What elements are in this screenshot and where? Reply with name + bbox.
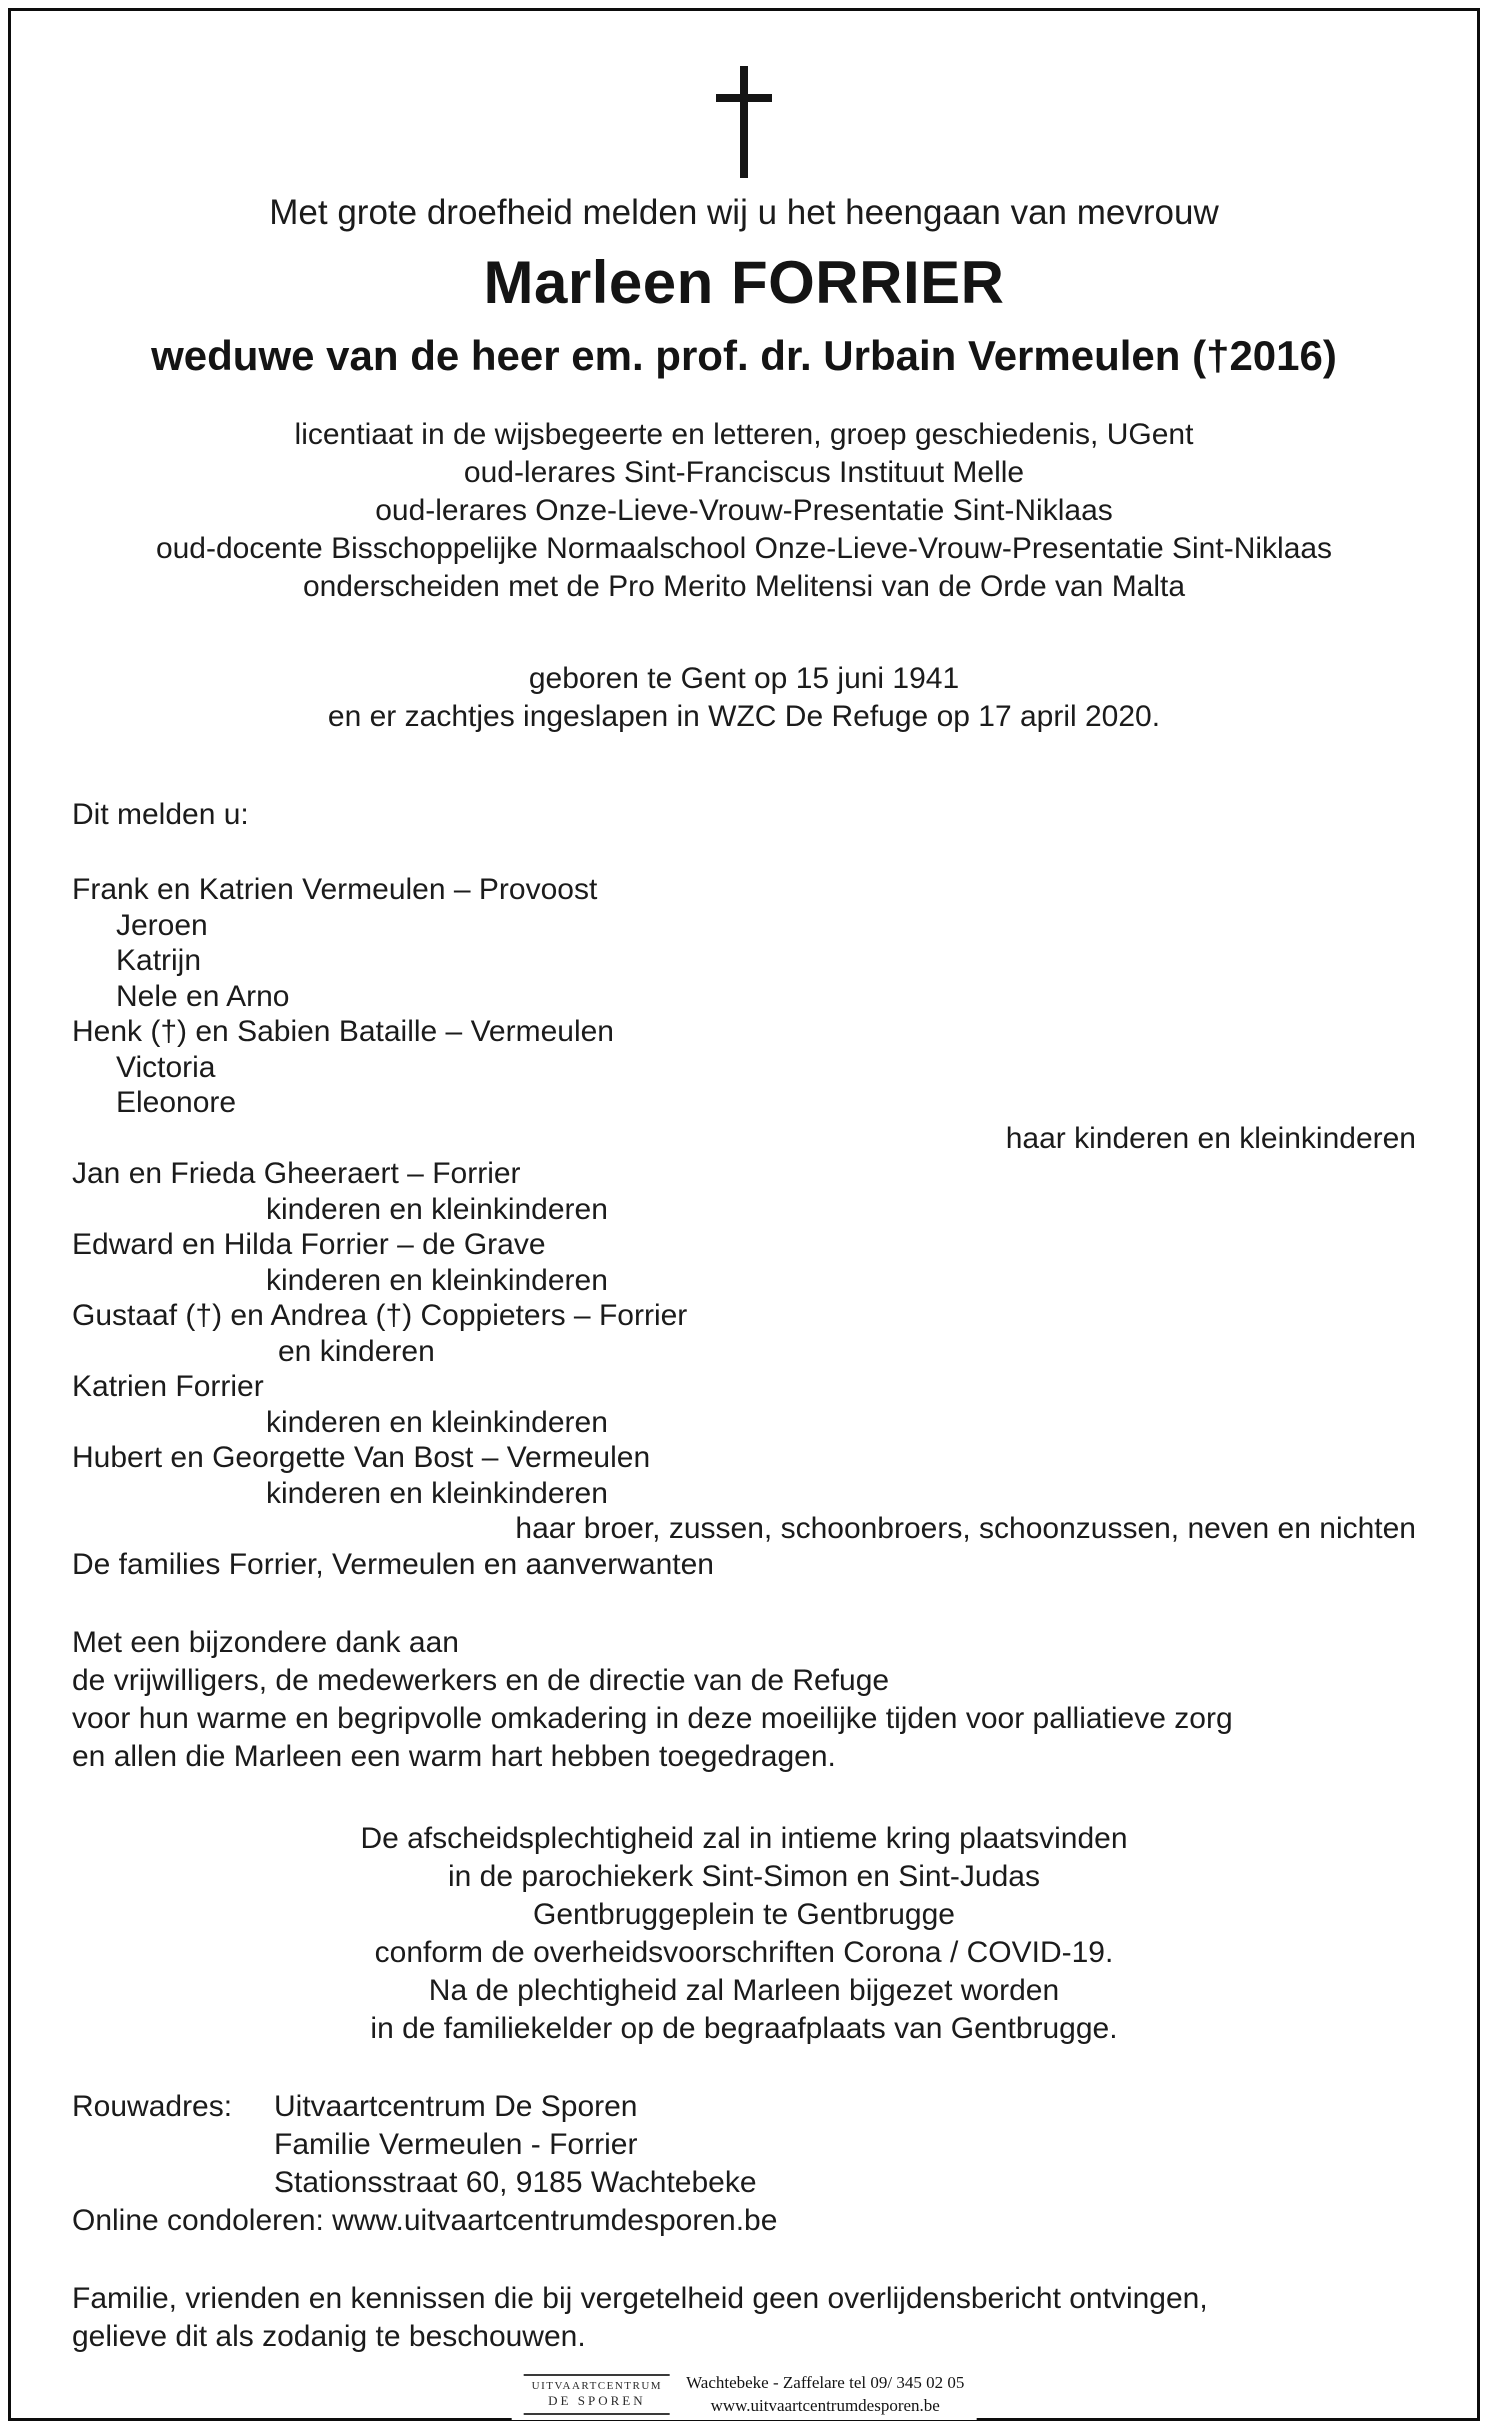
- family-list: [72, 872, 1416, 1582]
- family-line: kinderen en kleinkinderen: [266, 1405, 608, 1439]
- logo-text-top: UITVAARTCENTRUM: [531, 2379, 663, 2392]
- ceremony-line: in de familiekelder op de begraafplaats van Gentbrugge.: [370, 2012, 1118, 2045]
- ceremony-line: De afscheidsplechtigheid zal in intieme kring plaatsvinden: [360, 1822, 1128, 1855]
- mourning-address-block: [72, 2088, 1416, 2240]
- title-line: oud-lerares Sint-Franciscus Instituut Melle: [463, 456, 1025, 489]
- family-line: en kinderen: [278, 1334, 435, 1368]
- family-line: kinderen en kleinkinderen: [266, 1192, 608, 1226]
- widow-line: weduwe van de heer em. prof. dr. Urbain Vermeulen (†2016): [151, 332, 1337, 379]
- deceased-name: Marleen FORRIER: [483, 249, 1005, 316]
- memorial-cross-wrap: [72, 66, 1416, 178]
- note-line: gelieve dit als zodanig te beschouwen.: [72, 2320, 586, 2353]
- title-line: onderscheiden met de Pro Merito Melitensi van de Orde van Malta: [302, 570, 1186, 603]
- thanks-line: voor hun warme en begripvolle omkadering in deze moeilijke tijden voor palliatieve zorg: [72, 1702, 1233, 1735]
- family-line: Victoria: [116, 1050, 216, 1084]
- family-line: Eleonore: [116, 1086, 237, 1119]
- ceremony-paragraph: [72, 1820, 1416, 2048]
- ceremony-line: in de parochiekerk Sint-Simon en Sint-Judas: [448, 1860, 1040, 1893]
- thanks-paragraph: [72, 1624, 1416, 1776]
- funeral-home-contact: [686, 2371, 964, 2417]
- address-line: Uitvaartcentrum De Sporen: [274, 2090, 638, 2123]
- obituary-content: [10, 10, 1478, 2419]
- address-line: Stationsstraat 60, 9185 Wachtebeke: [274, 2166, 757, 2199]
- family-line: Jan en Frieda Gheeraert – Forrier: [72, 1157, 521, 1190]
- family-line: De families Forrier, Vermeulen en aanverwanten: [72, 1547, 714, 1581]
- thanks-line: de vrijwilligers, de medewerkers en de directie van de Refuge: [72, 1664, 890, 1697]
- ceremony-line: Gentbruggeplein te Gentbrugge: [533, 1898, 955, 1931]
- announce-label: Dit melden u:: [72, 798, 249, 831]
- announcement-intro: Met grote droefheid melden wij u het heengaan van mevrouw: [269, 193, 1219, 232]
- life-dates: [72, 660, 1416, 736]
- family-line: kinderen en kleinkinderen: [266, 1476, 608, 1510]
- family-relation-line: haar kinderen en kleinkinderen: [1005, 1121, 1416, 1155]
- absence-note: [72, 2280, 1416, 2356]
- address-line: Familie Vermeulen - Forrier: [274, 2128, 638, 2161]
- family-line: Gustaaf (†) en Andrea (†) Coppieters – Forrier: [72, 1299, 688, 1332]
- family-line: Hubert en Georgette Van Bost – Vermeulen: [72, 1441, 651, 1474]
- contact-line: Wachtebeke - Zaffelare tel 09/ 345 02 05: [686, 2373, 965, 2392]
- ceremony-line: Na de plechtigheid zal Marleen bijgezet worden: [428, 1974, 1060, 2007]
- family-line: kinderen en kleinkinderen: [266, 1263, 608, 1297]
- ceremony-line: conform de overheidsvoorschriften Corona / COVID-19.: [374, 1936, 1114, 1969]
- family-line: Jeroen: [116, 908, 208, 942]
- family-line: Frank en Katrien Vermeulen – Provoost: [72, 873, 598, 906]
- mourning-address-lines: [274, 2088, 1416, 2202]
- family-line: Nele en Arno: [116, 979, 290, 1013]
- title-line: licentiaat in de wijsbegeerte en letteren, groep geschiedenis, UGent: [294, 418, 1194, 451]
- title-line: oud-lerares Onze-Lieve-Vrouw-Presentatie Sint-Niklaas: [375, 494, 1113, 527]
- thanks-line: en allen die Marleen een warm hart hebben toegedragen.: [72, 1740, 836, 1773]
- memorial-cross-icon: [714, 66, 774, 178]
- death-line: en er zachtjes ingeslapen in WZC De Refuge op 17 april 2020.: [327, 700, 1161, 733]
- family-relation-line: haar broer, zussen, schoonbroers, schoonzussen, neven en nichten: [515, 1512, 1416, 1545]
- mourning-address-label: Rouwadres:: [72, 2090, 233, 2123]
- family-line: Katrijn: [116, 944, 202, 977]
- title-line: oud-docente Bisschoppelijke Normaalschool Onze-Lieve-Vrouw-Presentatie Sint-Niklaas: [155, 532, 1333, 565]
- birth-line: geboren te Gent op 15 juni 1941: [528, 662, 960, 695]
- funeral-home-logo: [524, 2374, 670, 2415]
- family-line: Katrien Forrier: [72, 1370, 264, 1403]
- family-line: Henk (†) en Sabien Bataille – Vermeulen: [72, 1015, 614, 1048]
- family-line: Edward en Hilda Forrier – de Grave: [72, 1228, 546, 1261]
- contact-website: www.uitvaartcentrumdesporen.be: [710, 2396, 940, 2415]
- titles-list: [72, 416, 1416, 606]
- online-condolence-line: Online condoleren: www.uitvaartcentrumdesporen.be: [72, 2204, 778, 2237]
- funeral-home-footer: [512, 2368, 977, 2420]
- logo-text-bottom: DE SPOREN: [548, 2392, 646, 2408]
- thanks-line: Met een bijzondere dank aan: [72, 1626, 459, 1659]
- note-line: Familie, vrienden en kennissen die bij vergetelheid geen overlijdensbericht ontvingen,: [72, 2282, 1208, 2315]
